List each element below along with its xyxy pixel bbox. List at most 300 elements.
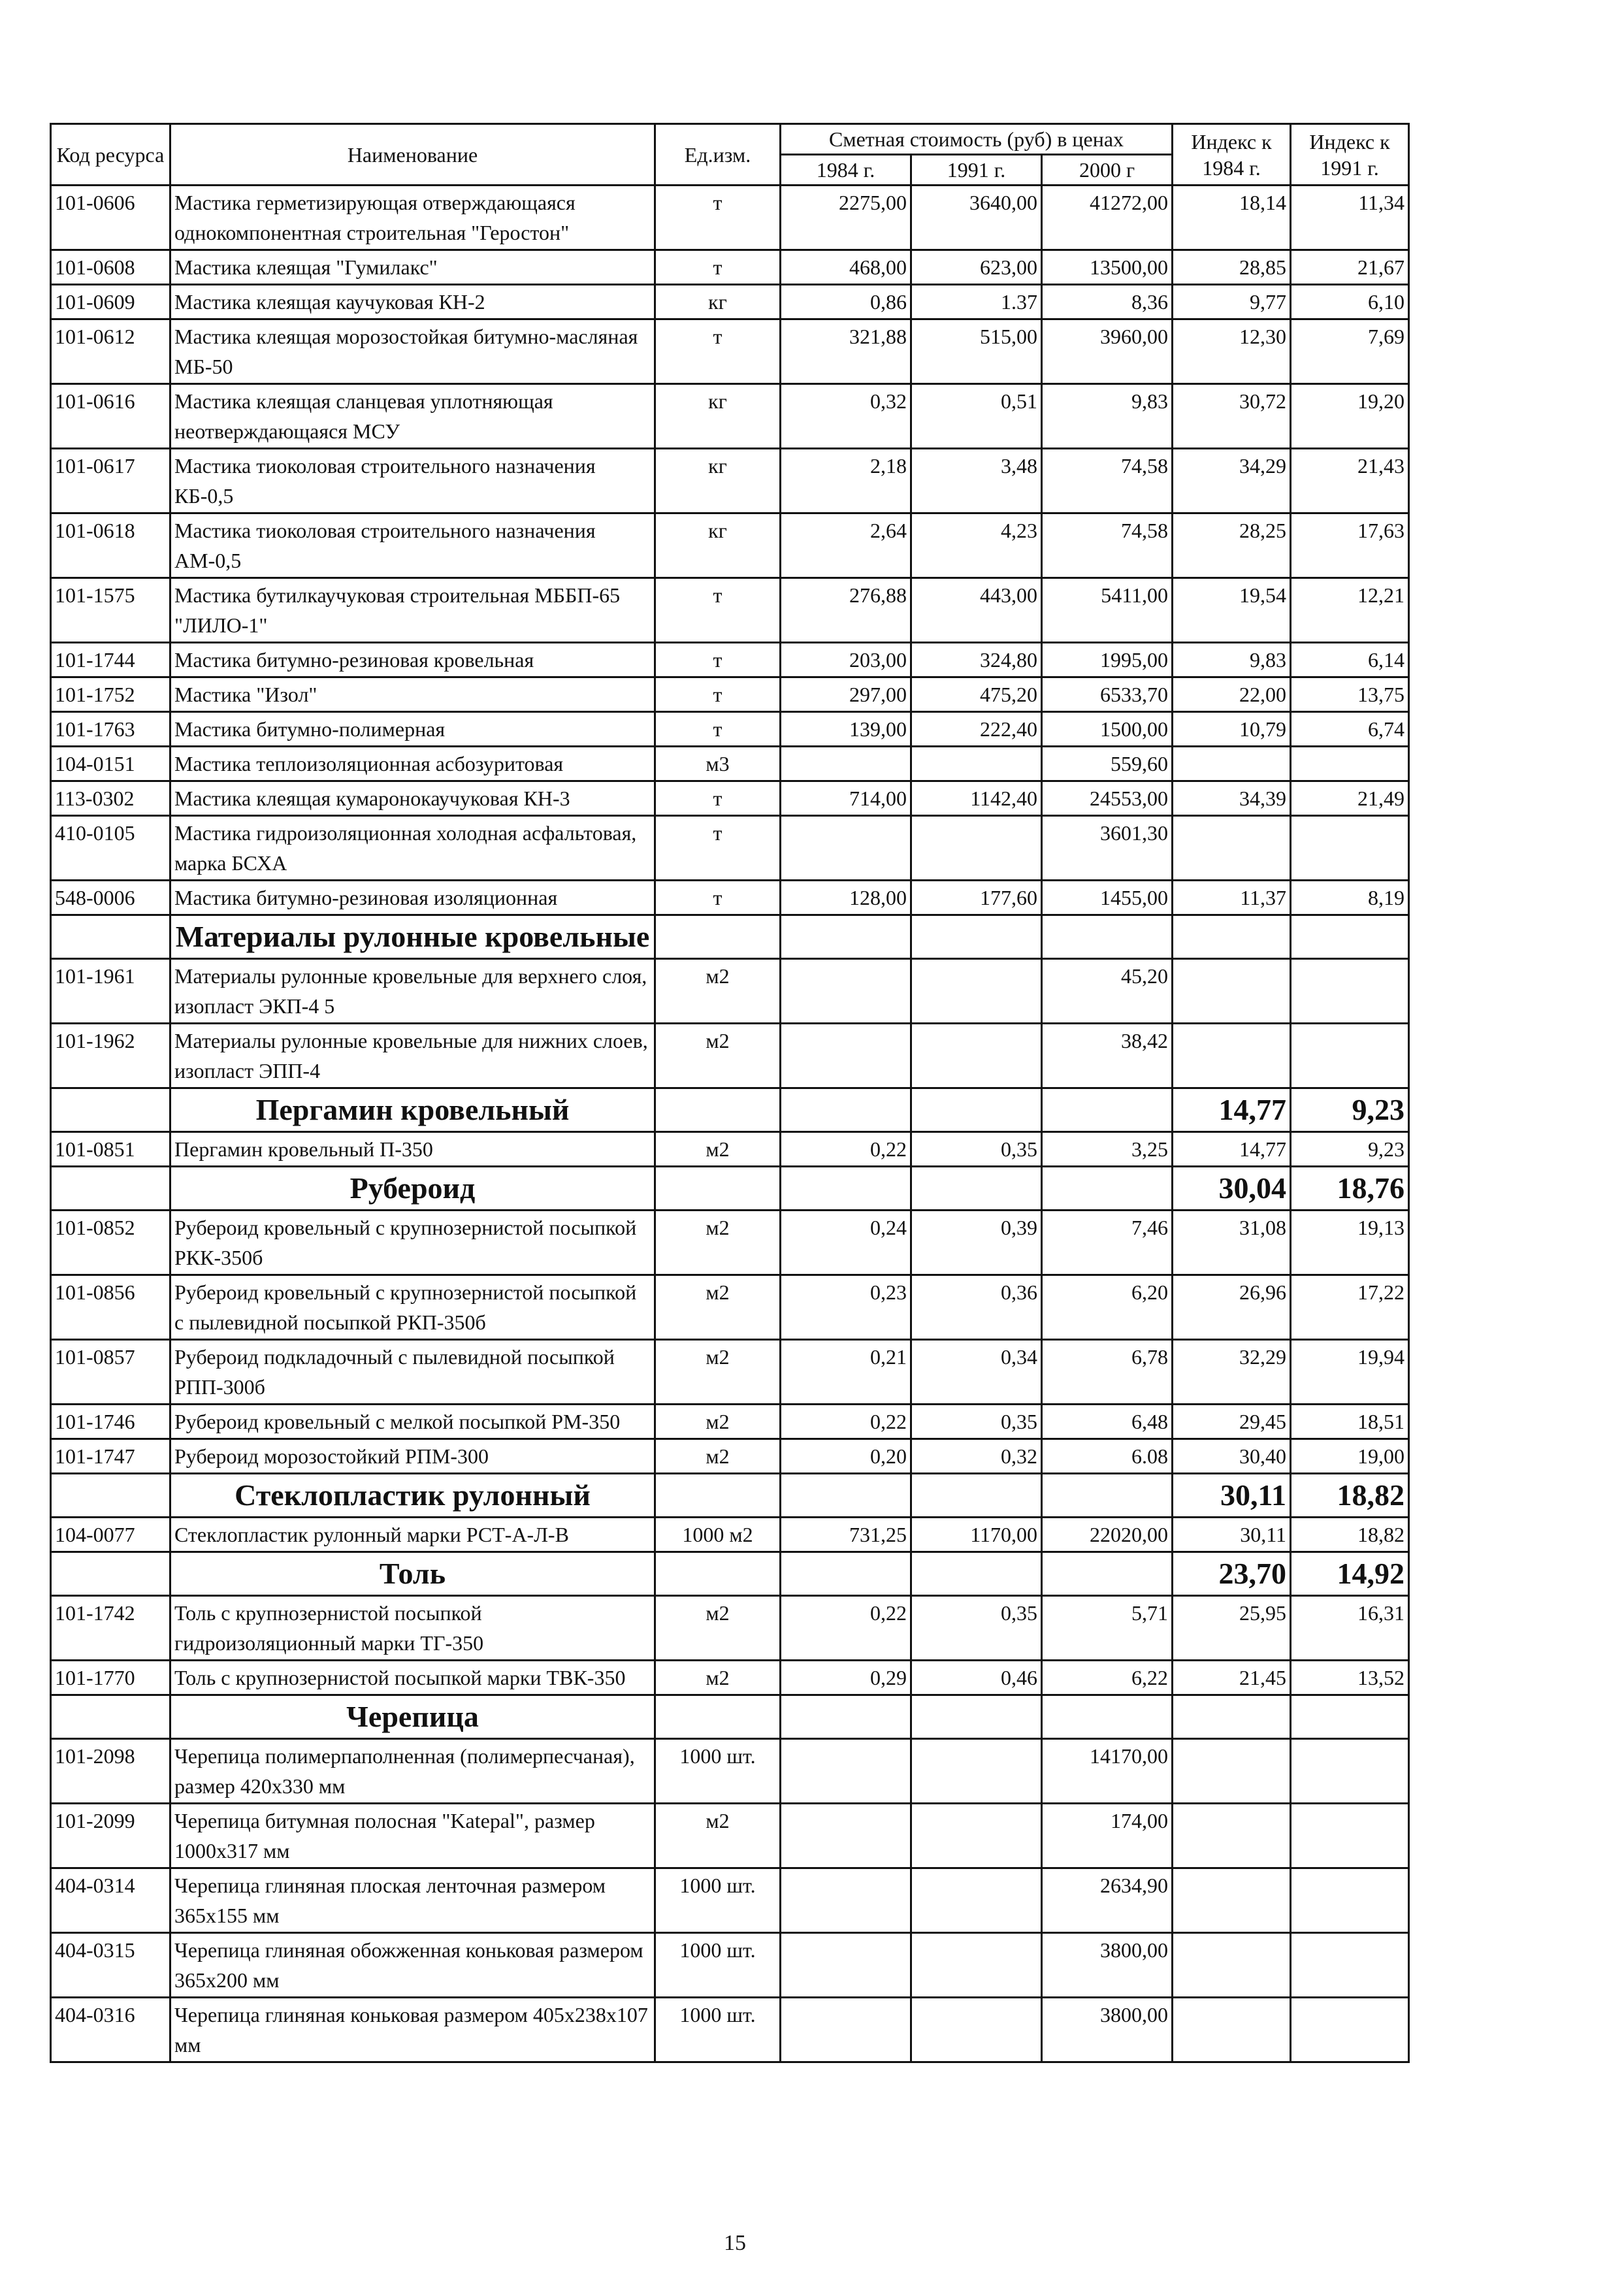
section-price-1984-cell bbox=[781, 1088, 911, 1132]
resource-code: 101-0851 bbox=[51, 1132, 171, 1167]
index-1991 bbox=[1291, 1024, 1409, 1088]
index-1984 bbox=[1173, 1998, 1291, 2062]
section-code-cell bbox=[51, 1695, 171, 1739]
index-1984: 34,39 bbox=[1173, 781, 1291, 816]
table-row bbox=[51, 186, 1409, 250]
price-1991 bbox=[911, 1804, 1042, 1868]
price-1984: 139,00 bbox=[781, 712, 911, 747]
section-code-cell bbox=[51, 1167, 171, 1211]
index-1991: 8,19 bbox=[1291, 881, 1409, 915]
resource-name: Мастика "Изол" bbox=[171, 677, 655, 712]
price-1991 bbox=[911, 1024, 1042, 1088]
resource-code: 101-1961 bbox=[51, 959, 171, 1024]
price-2000: 5411,00 bbox=[1042, 578, 1173, 643]
index-1991: 6,74 bbox=[1291, 712, 1409, 747]
section-price-2000-cell bbox=[1042, 1088, 1173, 1132]
header-year-1984: 1984 г. bbox=[781, 155, 911, 186]
section-index-1984: 14,77 bbox=[1173, 1088, 1291, 1132]
price-1984: 321,88 bbox=[781, 319, 911, 384]
table-row bbox=[51, 1596, 1409, 1661]
price-1991: 0,32 bbox=[911, 1439, 1042, 1474]
resource-name: Мастика клеящая морозостойкая битумно-масляная МБ-50 bbox=[171, 319, 655, 384]
header-unit: Ед.изм. bbox=[655, 124, 781, 186]
section-index-1984 bbox=[1173, 915, 1291, 959]
section-unit-cell bbox=[655, 915, 781, 959]
price-1991: 0,46 bbox=[911, 1661, 1042, 1695]
table-row bbox=[51, 1275, 1409, 1340]
index-1991 bbox=[1291, 1739, 1409, 1804]
resource-name: Мастика клеящая каучуковая КН-2 bbox=[171, 285, 655, 319]
price-1984: 468,00 bbox=[781, 250, 911, 285]
table-row bbox=[51, 1405, 1409, 1439]
header-row bbox=[51, 124, 1409, 155]
section-index-1984: 23,70 bbox=[1173, 1552, 1291, 1596]
index-1984: 28,85 bbox=[1173, 250, 1291, 285]
price-1984: 0,24 bbox=[781, 1211, 911, 1275]
price-1991: 0,35 bbox=[911, 1132, 1042, 1167]
index-1991: 21,43 bbox=[1291, 449, 1409, 513]
index-1984 bbox=[1173, 747, 1291, 781]
resource-code: 101-2099 bbox=[51, 1804, 171, 1868]
resource-name: Черепица глиняная обожженная коньковая размером 365х200 мм bbox=[171, 1933, 655, 1998]
index-1991: 13,52 bbox=[1291, 1661, 1409, 1695]
table-row bbox=[51, 285, 1409, 319]
index-1991: 17,63 bbox=[1291, 513, 1409, 578]
price-1984: 2,64 bbox=[781, 513, 911, 578]
table-row bbox=[51, 712, 1409, 747]
table-row bbox=[51, 449, 1409, 513]
price-2000: 7,46 bbox=[1042, 1211, 1173, 1275]
resource-name: Черепица глиняная коньковая размером 405х238х107 мм bbox=[171, 1998, 655, 2062]
table-row bbox=[51, 781, 1409, 816]
resource-name: Материалы рулонные кровельные для нижних слоев, изопласт ЭПП-4 bbox=[171, 1024, 655, 1088]
price-2000: 9,83 bbox=[1042, 384, 1173, 449]
resource-code: 404-0315 bbox=[51, 1933, 171, 1998]
resource-name: Мастика битумно-резиновая изоляционная bbox=[171, 881, 655, 915]
resource-unit: 1000 шт. bbox=[655, 1933, 781, 1998]
price-1984 bbox=[781, 1933, 911, 1998]
resource-unit: 1000 м2 bbox=[655, 1518, 781, 1552]
section-code-cell bbox=[51, 915, 171, 959]
price-1991: 515,00 bbox=[911, 319, 1042, 384]
resource-code: 104-0077 bbox=[51, 1518, 171, 1552]
resource-code: 410-0105 bbox=[51, 816, 171, 881]
resource-unit: 1000 шт. bbox=[655, 1998, 781, 2062]
resource-unit: м2 bbox=[655, 1340, 781, 1405]
section-row bbox=[51, 915, 1409, 959]
resource-code: 101-1746 bbox=[51, 1405, 171, 1439]
section-price-1984-cell bbox=[781, 1474, 911, 1518]
index-1984 bbox=[1173, 1804, 1291, 1868]
price-1984: 731,25 bbox=[781, 1518, 911, 1552]
section-index-1991: 9,23 bbox=[1291, 1088, 1409, 1132]
resource-name: Черепица полимерпаполненная (полимерпесчаная), размер 420х330 мм bbox=[171, 1739, 655, 1804]
header-index-1984: Индекс к 1984 г. bbox=[1173, 124, 1291, 186]
resource-name: Толь с крупнозернистой посыпкой марки ТВК-350 bbox=[171, 1661, 655, 1695]
header-index-1991: Индекс к 1991 г. bbox=[1291, 124, 1409, 186]
price-1984: 0,21 bbox=[781, 1340, 911, 1405]
resource-name: Рубероид кровельный с крупнозернистой посыпкой с пылевидной посыпкой РКП-350б bbox=[171, 1275, 655, 1340]
resource-code: 404-0314 bbox=[51, 1868, 171, 1933]
table-row bbox=[51, 881, 1409, 915]
table-body bbox=[51, 186, 1409, 2062]
price-table-sheet bbox=[50, 123, 1408, 2063]
price-2000: 1455,00 bbox=[1042, 881, 1173, 915]
resource-code: 101-0856 bbox=[51, 1275, 171, 1340]
section-code-cell bbox=[51, 1474, 171, 1518]
resource-code: 101-0617 bbox=[51, 449, 171, 513]
price-2000: 559,60 bbox=[1042, 747, 1173, 781]
resource-code: 404-0316 bbox=[51, 1998, 171, 2062]
index-1984: 19,54 bbox=[1173, 578, 1291, 643]
price-2000: 6,22 bbox=[1042, 1661, 1173, 1695]
index-1984: 9,83 bbox=[1173, 643, 1291, 677]
index-1991: 21,49 bbox=[1291, 781, 1409, 816]
price-2000: 2634,90 bbox=[1042, 1868, 1173, 1933]
section-price-2000-cell bbox=[1042, 1474, 1173, 1518]
table-row bbox=[51, 747, 1409, 781]
price-1984: 0,20 bbox=[781, 1439, 911, 1474]
resource-unit: кг bbox=[655, 449, 781, 513]
resource-unit: м2 bbox=[655, 1024, 781, 1088]
price-1991 bbox=[911, 1739, 1042, 1804]
price-2000: 5,71 bbox=[1042, 1596, 1173, 1661]
price-1984: 297,00 bbox=[781, 677, 911, 712]
table-row bbox=[51, 816, 1409, 881]
price-1991: 324,80 bbox=[911, 643, 1042, 677]
price-2000: 8,36 bbox=[1042, 285, 1173, 319]
index-1984: 21,45 bbox=[1173, 1661, 1291, 1695]
resource-unit: м2 bbox=[655, 1405, 781, 1439]
section-unit-cell bbox=[655, 1695, 781, 1739]
price-1984: 128,00 bbox=[781, 881, 911, 915]
section-price-1984-cell bbox=[781, 1695, 911, 1739]
section-title: Стеклопластик рулонный bbox=[171, 1474, 655, 1518]
resource-code: 101-0609 bbox=[51, 285, 171, 319]
resource-name: Стеклопластик рулонный марки РСТ-А-Л-В bbox=[171, 1518, 655, 1552]
resource-unit: т bbox=[655, 186, 781, 250]
resource-name: Рубероид кровельный с крупнозернистой посыпкой РКК-350б bbox=[171, 1211, 655, 1275]
index-1991: 19,00 bbox=[1291, 1439, 1409, 1474]
table-row bbox=[51, 578, 1409, 643]
table-row bbox=[51, 1868, 1409, 1933]
section-row bbox=[51, 1695, 1409, 1739]
index-1991 bbox=[1291, 816, 1409, 881]
resource-name: Мастика герметизирующая отверждающаяся однокомпонентная строительная "Геростон" bbox=[171, 186, 655, 250]
resource-name: Мастика клеящая сланцевая уплотняющая неотверждающаяся МСУ bbox=[171, 384, 655, 449]
price-1991 bbox=[911, 959, 1042, 1024]
price-2000: 3601,30 bbox=[1042, 816, 1173, 881]
price-1991: 0,51 bbox=[911, 384, 1042, 449]
index-1984: 25,95 bbox=[1173, 1596, 1291, 1661]
index-1991: 6,10 bbox=[1291, 285, 1409, 319]
section-price-2000-cell bbox=[1042, 915, 1173, 959]
index-1991: 12,21 bbox=[1291, 578, 1409, 643]
section-price-2000-cell bbox=[1042, 1552, 1173, 1596]
section-price-1991-cell bbox=[911, 915, 1042, 959]
price-1984: 0,32 bbox=[781, 384, 911, 449]
table-row bbox=[51, 1024, 1409, 1088]
table-row bbox=[51, 384, 1409, 449]
index-1984: 10,79 bbox=[1173, 712, 1291, 747]
header-name: Наименование bbox=[171, 124, 655, 186]
resource-unit: т bbox=[655, 712, 781, 747]
price-2000: 1500,00 bbox=[1042, 712, 1173, 747]
resource-unit: т bbox=[655, 816, 781, 881]
price-2000: 6,20 bbox=[1042, 1275, 1173, 1340]
index-1991: 7,69 bbox=[1291, 319, 1409, 384]
section-index-1991 bbox=[1291, 915, 1409, 959]
section-index-1984: 30,04 bbox=[1173, 1167, 1291, 1211]
price-2000: 6533,70 bbox=[1042, 677, 1173, 712]
resource-name: Мастика битумно-полимерная bbox=[171, 712, 655, 747]
index-1991: 17,22 bbox=[1291, 1275, 1409, 1340]
resource-code: 101-2098 bbox=[51, 1739, 171, 1804]
section-title: Рубероид bbox=[171, 1167, 655, 1211]
index-1984 bbox=[1173, 1868, 1291, 1933]
resource-unit: м3 bbox=[655, 747, 781, 781]
table-row bbox=[51, 1518, 1409, 1552]
resource-code: 101-0612 bbox=[51, 319, 171, 384]
resource-code: 101-0608 bbox=[51, 250, 171, 285]
price-table bbox=[50, 123, 1410, 2063]
index-1984: 18,14 bbox=[1173, 186, 1291, 250]
price-1991: 0,35 bbox=[911, 1405, 1042, 1439]
resource-name: Мастика клеящая "Гумилакс" bbox=[171, 250, 655, 285]
index-1991 bbox=[1291, 1804, 1409, 1868]
resource-name: Толь с крупнозернистой посыпкой гидроизоляционный марки ТГ-350 bbox=[171, 1596, 655, 1661]
index-1991: 19,20 bbox=[1291, 384, 1409, 449]
price-1991: 4,23 bbox=[911, 513, 1042, 578]
price-1984: 2275,00 bbox=[781, 186, 911, 250]
price-1984: 276,88 bbox=[781, 578, 911, 643]
section-index-1984: 30,11 bbox=[1173, 1474, 1291, 1518]
resource-name: Мастика бутилкаучуковая строительная МББП-65 "ЛИЛО-1" bbox=[171, 578, 655, 643]
section-row bbox=[51, 1552, 1409, 1596]
table-row bbox=[51, 1804, 1409, 1868]
resource-code: 101-1763 bbox=[51, 712, 171, 747]
index-1991: 19,13 bbox=[1291, 1211, 1409, 1275]
page-number: 15 bbox=[724, 2231, 746, 2255]
price-2000: 6.08 bbox=[1042, 1439, 1173, 1474]
index-1991: 13,75 bbox=[1291, 677, 1409, 712]
price-1991 bbox=[911, 1933, 1042, 1998]
price-1984: 0,22 bbox=[781, 1132, 911, 1167]
resource-code: 101-0616 bbox=[51, 384, 171, 449]
index-1991: 6,14 bbox=[1291, 643, 1409, 677]
section-price-1991-cell bbox=[911, 1552, 1042, 1596]
section-index-1991: 18,76 bbox=[1291, 1167, 1409, 1211]
index-1984: 30,40 bbox=[1173, 1439, 1291, 1474]
resource-name: Мастика тиоколовая строительного назначения АМ-0,5 bbox=[171, 513, 655, 578]
resource-code: 548-0006 bbox=[51, 881, 171, 915]
index-1984: 30,11 bbox=[1173, 1518, 1291, 1552]
index-1984 bbox=[1173, 816, 1291, 881]
table-row bbox=[51, 513, 1409, 578]
section-price-1991-cell bbox=[911, 1695, 1042, 1739]
price-2000: 3800,00 bbox=[1042, 1998, 1173, 2062]
table-row bbox=[51, 1661, 1409, 1695]
index-1984: 30,72 bbox=[1173, 384, 1291, 449]
price-2000: 3960,00 bbox=[1042, 319, 1173, 384]
resource-unit: м2 bbox=[655, 1132, 781, 1167]
resource-unit: 1000 шт. bbox=[655, 1739, 781, 1804]
price-1984: 0,86 bbox=[781, 285, 911, 319]
price-2000: 3800,00 bbox=[1042, 1933, 1173, 1998]
price-1984 bbox=[781, 1998, 911, 2062]
section-row bbox=[51, 1474, 1409, 1518]
section-index-1991: 14,92 bbox=[1291, 1552, 1409, 1596]
resource-unit: м2 bbox=[655, 1804, 781, 1868]
price-1984 bbox=[781, 747, 911, 781]
price-2000: 6,78 bbox=[1042, 1340, 1173, 1405]
price-1984 bbox=[781, 959, 911, 1024]
index-1984 bbox=[1173, 1933, 1291, 1998]
index-1991 bbox=[1291, 1868, 1409, 1933]
index-1984 bbox=[1173, 1739, 1291, 1804]
section-row bbox=[51, 1167, 1409, 1211]
resource-unit: т bbox=[655, 250, 781, 285]
price-1984: 0,23 bbox=[781, 1275, 911, 1340]
index-1991 bbox=[1291, 1998, 1409, 2062]
resource-name: Черепица глиняная плоская ленточная размером 365х155 мм bbox=[171, 1868, 655, 1933]
index-1984 bbox=[1173, 959, 1291, 1024]
price-2000: 13500,00 bbox=[1042, 250, 1173, 285]
resource-code: 101-1752 bbox=[51, 677, 171, 712]
index-1991: 19,94 bbox=[1291, 1340, 1409, 1405]
price-1991: 1170,00 bbox=[911, 1518, 1042, 1552]
price-1991: 0,34 bbox=[911, 1340, 1042, 1405]
price-1984 bbox=[781, 1024, 911, 1088]
section-price-2000-cell bbox=[1042, 1695, 1173, 1739]
price-1984: 0,22 bbox=[781, 1405, 911, 1439]
resource-code: 101-0857 bbox=[51, 1340, 171, 1405]
resource-unit: т bbox=[655, 319, 781, 384]
header-year-1991: 1991 г. bbox=[911, 155, 1042, 186]
resource-code: 101-1747 bbox=[51, 1439, 171, 1474]
price-1991: 475,20 bbox=[911, 677, 1042, 712]
resource-code: 101-1744 bbox=[51, 643, 171, 677]
resource-unit: м2 bbox=[655, 1211, 781, 1275]
price-1984: 714,00 bbox=[781, 781, 911, 816]
index-1984: 12,30 bbox=[1173, 319, 1291, 384]
header-code: Код ресурса bbox=[51, 124, 171, 186]
price-1984 bbox=[781, 1739, 911, 1804]
section-code-cell bbox=[51, 1552, 171, 1596]
price-1991: 0,35 bbox=[911, 1596, 1042, 1661]
resource-unit: кг bbox=[655, 285, 781, 319]
price-1991: 0,39 bbox=[911, 1211, 1042, 1275]
resource-name: Мастика гидроизоляционная холодная асфальтовая, марка БСХА bbox=[171, 816, 655, 881]
resource-code: 101-1770 bbox=[51, 1661, 171, 1695]
section-unit-cell bbox=[655, 1088, 781, 1132]
index-1984: 11,37 bbox=[1173, 881, 1291, 915]
table-row bbox=[51, 1739, 1409, 1804]
resource-unit: кг bbox=[655, 384, 781, 449]
price-1991: 443,00 bbox=[911, 578, 1042, 643]
index-1984: 26,96 bbox=[1173, 1275, 1291, 1340]
price-1991: 177,60 bbox=[911, 881, 1042, 915]
resource-code: 101-0606 bbox=[51, 186, 171, 250]
section-price-2000-cell bbox=[1042, 1167, 1173, 1211]
resource-code: 101-1962 bbox=[51, 1024, 171, 1088]
section-row bbox=[51, 1088, 1409, 1132]
resource-name: Черепица битумная полосная "Katepal", размер 1000х317 мм bbox=[171, 1804, 655, 1868]
section-price-1984-cell bbox=[781, 1167, 911, 1211]
section-price-1991-cell bbox=[911, 1167, 1042, 1211]
resource-code: 101-0618 bbox=[51, 513, 171, 578]
section-price-1991-cell bbox=[911, 1474, 1042, 1518]
price-1984 bbox=[781, 816, 911, 881]
resource-name: Пергамин кровельный П-350 bbox=[171, 1132, 655, 1167]
index-1991 bbox=[1291, 959, 1409, 1024]
index-1991: 16,31 bbox=[1291, 1596, 1409, 1661]
resource-unit: м2 bbox=[655, 959, 781, 1024]
header-year-2000: 2000 г bbox=[1042, 155, 1173, 186]
resource-name: Мастика клеящая кумаронокаучуковая КН-3 bbox=[171, 781, 655, 816]
resource-unit: т bbox=[655, 578, 781, 643]
resource-unit: т bbox=[655, 643, 781, 677]
resource-unit: м2 bbox=[655, 1596, 781, 1661]
price-1991: 3,48 bbox=[911, 449, 1042, 513]
resource-code: 101-1575 bbox=[51, 578, 171, 643]
price-1991: 1.37 bbox=[911, 285, 1042, 319]
section-unit-cell bbox=[655, 1474, 781, 1518]
table-row bbox=[51, 250, 1409, 285]
section-title: Материалы рулонные кровельные bbox=[171, 915, 655, 959]
resource-name: Рубероид морозостойкий РПМ-300 bbox=[171, 1439, 655, 1474]
resource-unit: 1000 шт. bbox=[655, 1868, 781, 1933]
index-1984: 31,08 bbox=[1173, 1211, 1291, 1275]
index-1984 bbox=[1173, 1024, 1291, 1088]
price-1984: 0,22 bbox=[781, 1596, 911, 1661]
index-1984: 29,45 bbox=[1173, 1405, 1291, 1439]
price-1991: 222,40 bbox=[911, 712, 1042, 747]
table-row bbox=[51, 1998, 1409, 2062]
index-1984: 9,77 bbox=[1173, 285, 1291, 319]
price-1991 bbox=[911, 816, 1042, 881]
resource-unit: т bbox=[655, 881, 781, 915]
section-title: Черепица bbox=[171, 1695, 655, 1739]
price-1991 bbox=[911, 1998, 1042, 2062]
section-unit-cell bbox=[655, 1167, 781, 1211]
header-cost-group: Сметная стоимость (руб) в ценах bbox=[781, 124, 1173, 155]
section-title: Пергамин кровельный bbox=[171, 1088, 655, 1132]
price-1984: 0,29 bbox=[781, 1661, 911, 1695]
section-unit-cell bbox=[655, 1552, 781, 1596]
resource-name: Рубероид кровельный с мелкой посыпкой РМ-350 bbox=[171, 1405, 655, 1439]
price-1991: 0,36 bbox=[911, 1275, 1042, 1340]
resource-name: Материалы рулонные кровельные для верхнего слоя, изопласт ЭКП-4 5 bbox=[171, 959, 655, 1024]
section-title: Толь bbox=[171, 1552, 655, 1596]
price-2000: 74,58 bbox=[1042, 513, 1173, 578]
section-index-1991 bbox=[1291, 1695, 1409, 1739]
price-1991 bbox=[911, 1868, 1042, 1933]
resource-code: 101-0852 bbox=[51, 1211, 171, 1275]
price-2000: 6,48 bbox=[1042, 1405, 1173, 1439]
table-row bbox=[51, 643, 1409, 677]
resource-name: Мастика тиоколовая строительного назначения КБ-0,5 bbox=[171, 449, 655, 513]
price-1991: 1142,40 bbox=[911, 781, 1042, 816]
price-1984 bbox=[781, 1868, 911, 1933]
price-1984 bbox=[781, 1804, 911, 1868]
index-1991 bbox=[1291, 1933, 1409, 1998]
section-index-1984 bbox=[1173, 1695, 1291, 1739]
price-2000: 24553,00 bbox=[1042, 781, 1173, 816]
index-1991: 11,34 bbox=[1291, 186, 1409, 250]
price-2000: 74,58 bbox=[1042, 449, 1173, 513]
section-price-1984-cell bbox=[781, 915, 911, 959]
